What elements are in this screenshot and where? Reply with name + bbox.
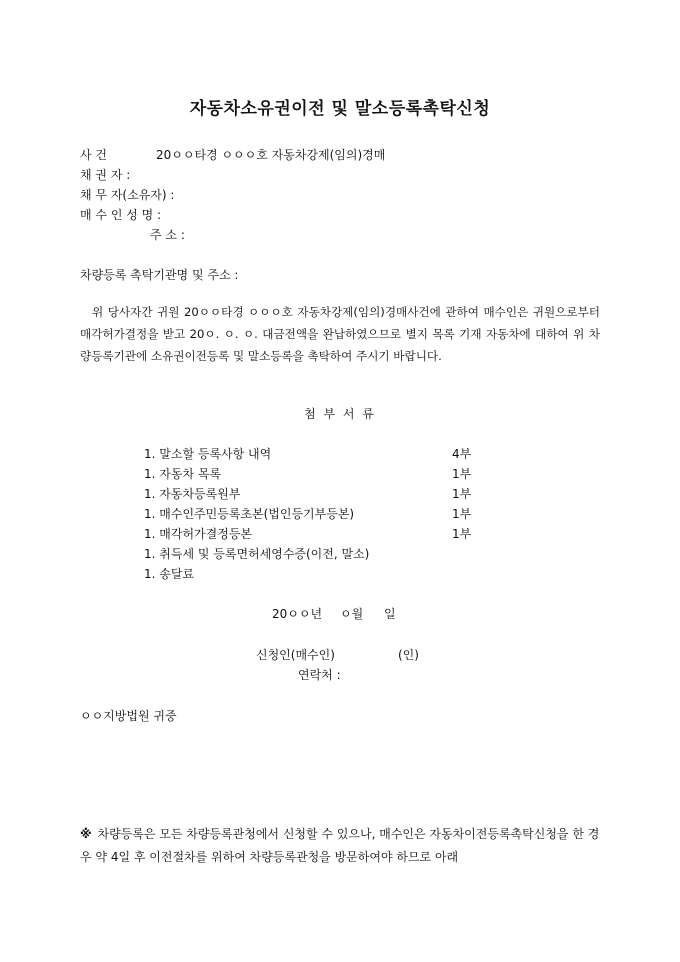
note-bullet: ※ (80, 827, 92, 841)
attachment-qty: 1부 (452, 487, 472, 501)
debtor-label: 채 무 자(소유자) : (80, 188, 175, 202)
buyer-name-label: 매 수 인 성 명 : (80, 208, 162, 222)
request-paragraph: 위 당사자간 귀원 20ㅇㅇ타경 ㅇㅇㅇ호 자동차강제(임의)경매사건에 관하여 매수인은 귀원으로부터 매각허가결정을 받고 20ㅇ. ㅇ. ㅇ. 대금전액을 완납하였으므로 별지 목록 기재 자동차에 대하여 위 차량등록기관에 소유권이전등록 및 말소등록을 촉탁하여 주시기 바랍니다. (80, 305, 600, 363)
attachment-item: 1. 말소할 등록사항 내역 (144, 447, 272, 461)
buyer-address-label: 주 소 : (150, 228, 185, 242)
attachment-item: 1. 송달료 (144, 567, 195, 581)
creditor-label: 채 권 자 : (80, 168, 131, 182)
attachments-heading: 첨 부 서 류 (304, 407, 376, 421)
attachment-qty: 4부 (452, 447, 472, 461)
attachment-qty: 1부 (452, 527, 472, 541)
attachment-item: 1. 자동차 목록 (144, 467, 222, 481)
footnote (80, 823, 605, 869)
applicant-label: 신청인(매수인) (256, 648, 335, 662)
attachment-qty: 1부 (452, 507, 472, 521)
attachment-item: 1. 취득세 및 등록면허세영수증(이전, 말소) (144, 547, 370, 561)
applicant-contact-label: 연락처 : (298, 668, 341, 682)
attachment-item: 1. 매수인주민등록초본(법인등기부등본) (144, 507, 355, 521)
note-text: 차량등록은 모든 차량등록관청에서 신청할 수 있으나, 매수인은 자동차이전등록촉탁신청을 한 경우 약 4일 후 이전절차를 위하여 차량등록관청을 방문하여야 하므로 아래 (80, 827, 600, 864)
case-label: 사 건 (80, 148, 107, 162)
attachment-qty: 1부 (452, 467, 472, 481)
case-value: 20ㅇㅇ타경 ㅇㅇㅇ호 자동차강제(임의)경매 (156, 148, 386, 162)
attachment-item: 1. 매각허가결정등본 (144, 527, 253, 541)
applicant-seal: (인) (398, 648, 419, 662)
date-day: 일 (384, 607, 396, 621)
attachment-item: 1. 자동차등록원부 (144, 487, 241, 501)
document-title: 자동차소유권이전 및 말소등록촉탁신청 (189, 99, 491, 119)
date-month: ㅇ월 (340, 607, 364, 621)
agency-label: 차량등록 촉탁기관명 및 주소 : (80, 268, 239, 282)
court-addressee: ㅇㅇ지방법원 귀중 (80, 709, 177, 723)
date-year: 20ㅇㅇ년 (272, 607, 323, 621)
